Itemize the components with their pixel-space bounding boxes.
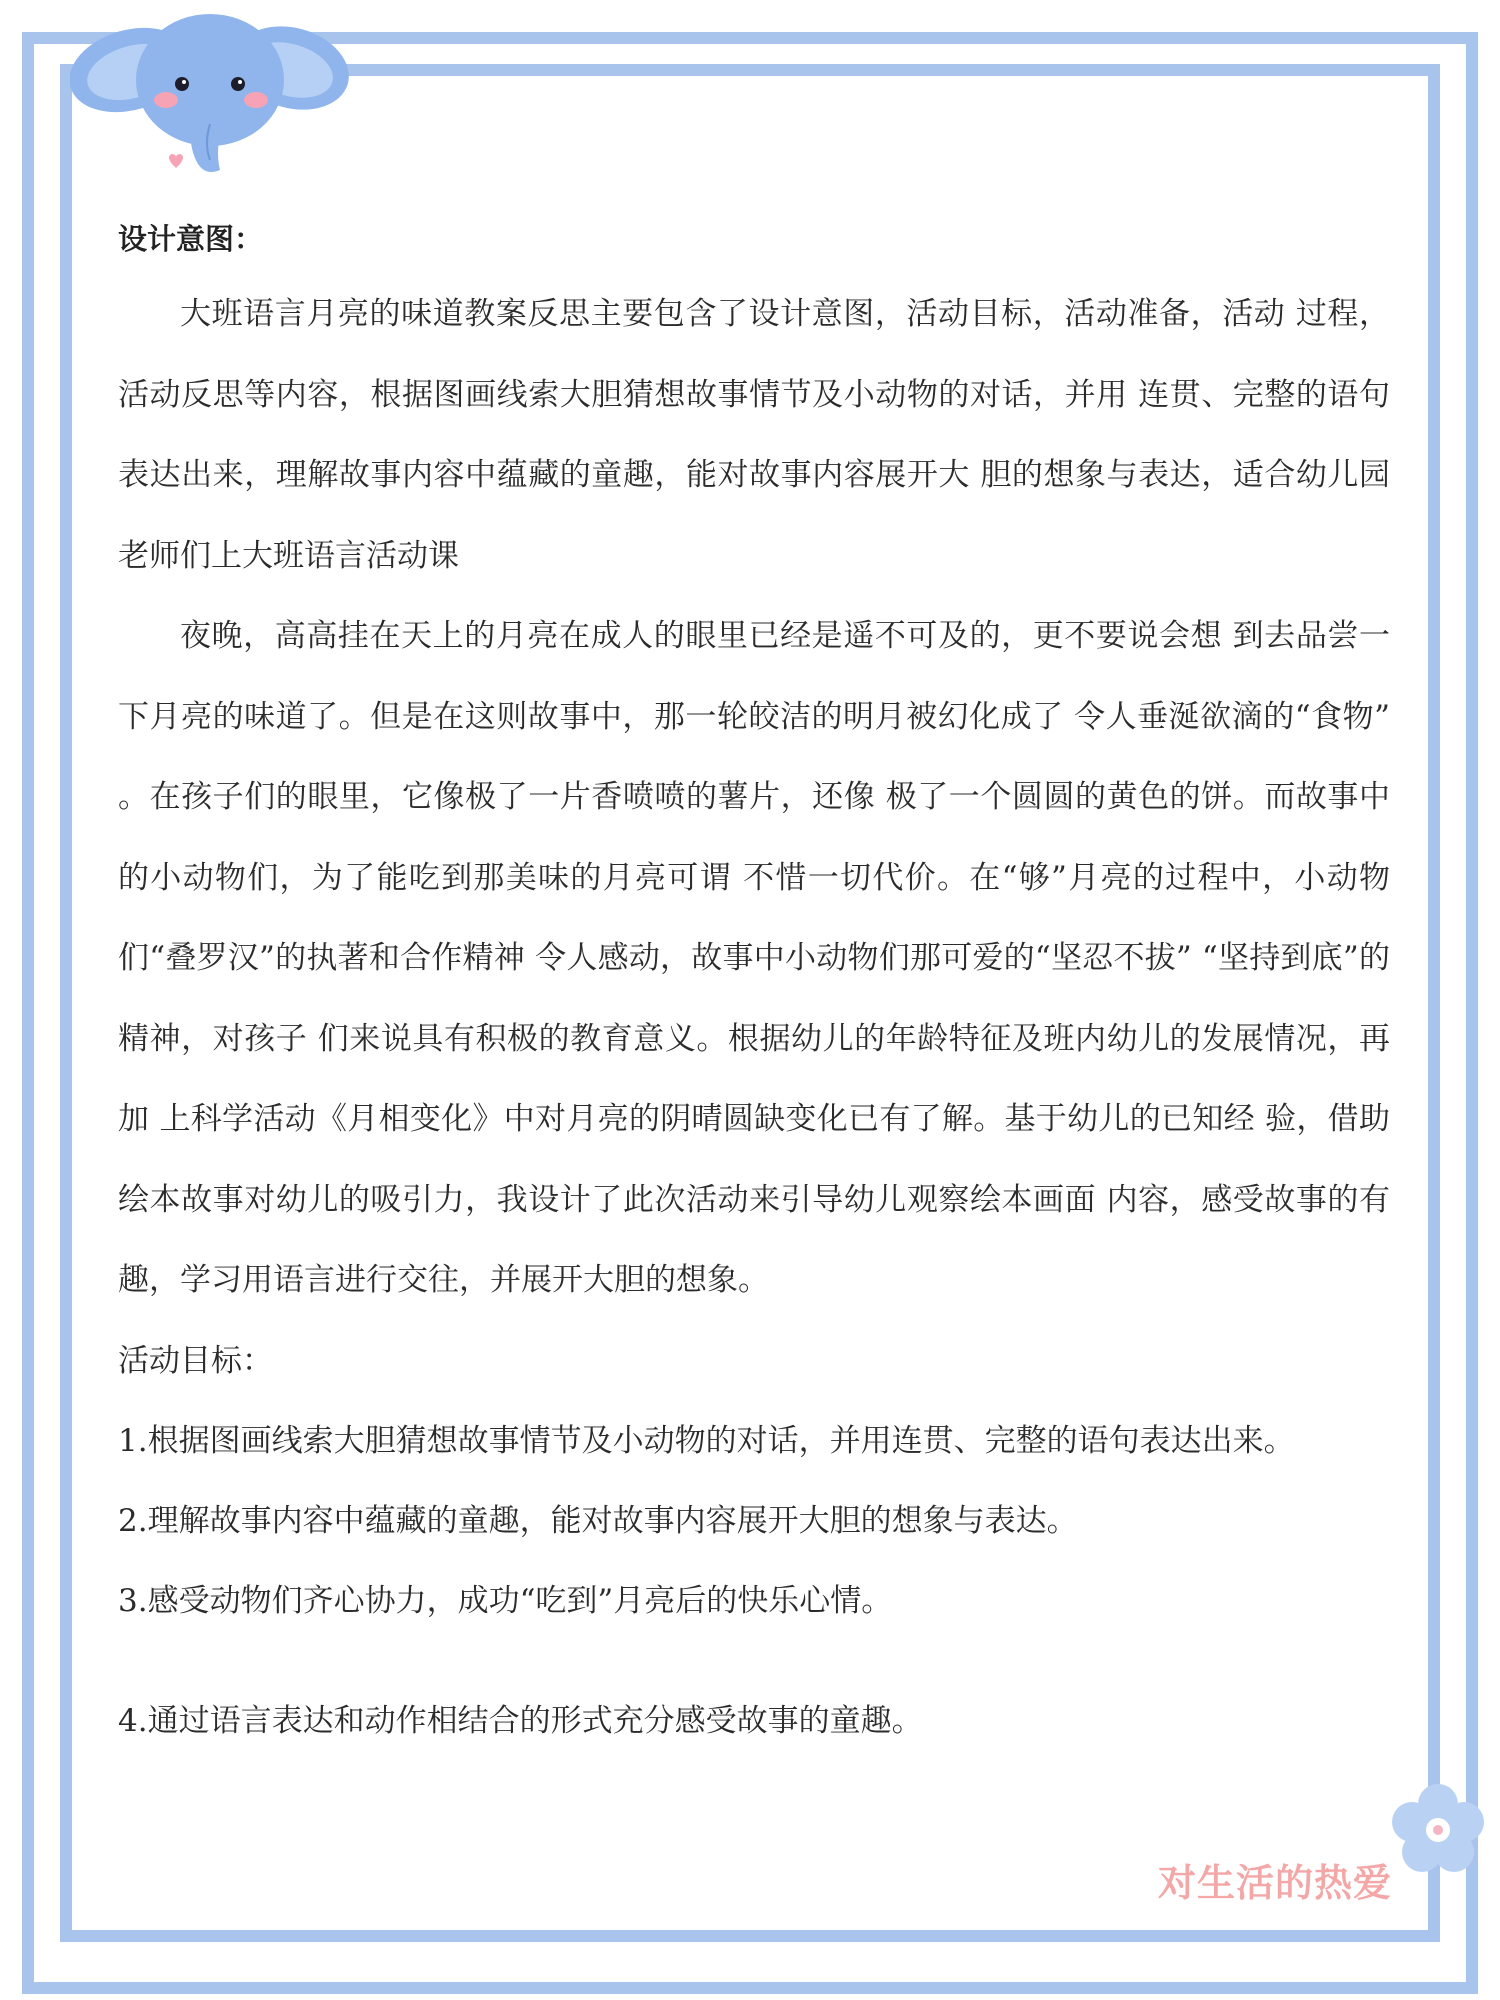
document-body (118, 214, 1390, 1761)
goal-item: 4.通过语言表达和动作相结合的形式充分感受故事的童趣。 (118, 1702, 923, 1739)
watermark-text: 对生活的热爱 (1158, 1861, 1393, 1905)
intro-paragraph: 大班语言月亮的味道教案反思主要包含了设计意图，活动目标，活动准备，活动 过程，活动反思等内容，根据图画线索大胆猜想故事情节及小动物的对话，并用 连贯、完整的语句表达出来，理解故事内容中蕴藏的童趣，能对故事内容展开大 胆的想象与表达，适合幼儿园老师们上大班语言活动课 (118, 296, 1390, 574)
elephant-icon (70, 4, 350, 180)
goal-item: 3.感受动物们齐心协力，成功“吃到”月亮后的快乐心情。 (118, 1582, 893, 1619)
goal-item: 1.根据图画线索大胆猜想故事情节及小动物的对话，并用连贯、完整的语句表达出来。 (118, 1422, 1295, 1459)
design-intent-heading: 设计意图： (118, 222, 264, 256)
goal-item: 2.理解故事内容中蕴藏的童趣，能对故事内容展开大胆的想象与表达。 (118, 1502, 1078, 1539)
goals-heading: 活动目标： (118, 1342, 273, 1379)
story-paragraph: 夜晚，高高挂在天上的月亮在成人的眼里已经是遥不可及的，更不要说会想 到去品尝一下月亮的味道了。但是在这则故事中，那一轮皎洁的明月被幻化成了 令人垂涎欲滴的“食物” 。在孩子们的眼里，它像极了一片香喷喷的薯片，还像 极了一个圆圆的黄色的饼。而故事中的小动物们，为了能吃到那美味的月亮可谓 不惜一切代价。在“够”月亮的过程中，小动物们“叠罗汉”的执著和合作精神 令人感动，故事中小动物们那可爱的“坚忍不拔” “坚持到底”的精神，对孩子 们来说具有积极的教育意义。根据幼儿的年龄特征及班内幼儿的发展情况，再加 上科学活动《月相变化》中对月亮的阴晴圆缺变化已有了解。基于幼儿的已知经 验，借助绘本故事对幼儿的吸引力，我设计了此次活动来引导幼儿观察绘本画面 内容，感受故事的有趣，学习用语言进行交往，并展开大胆的想象。 (118, 618, 1390, 1298)
